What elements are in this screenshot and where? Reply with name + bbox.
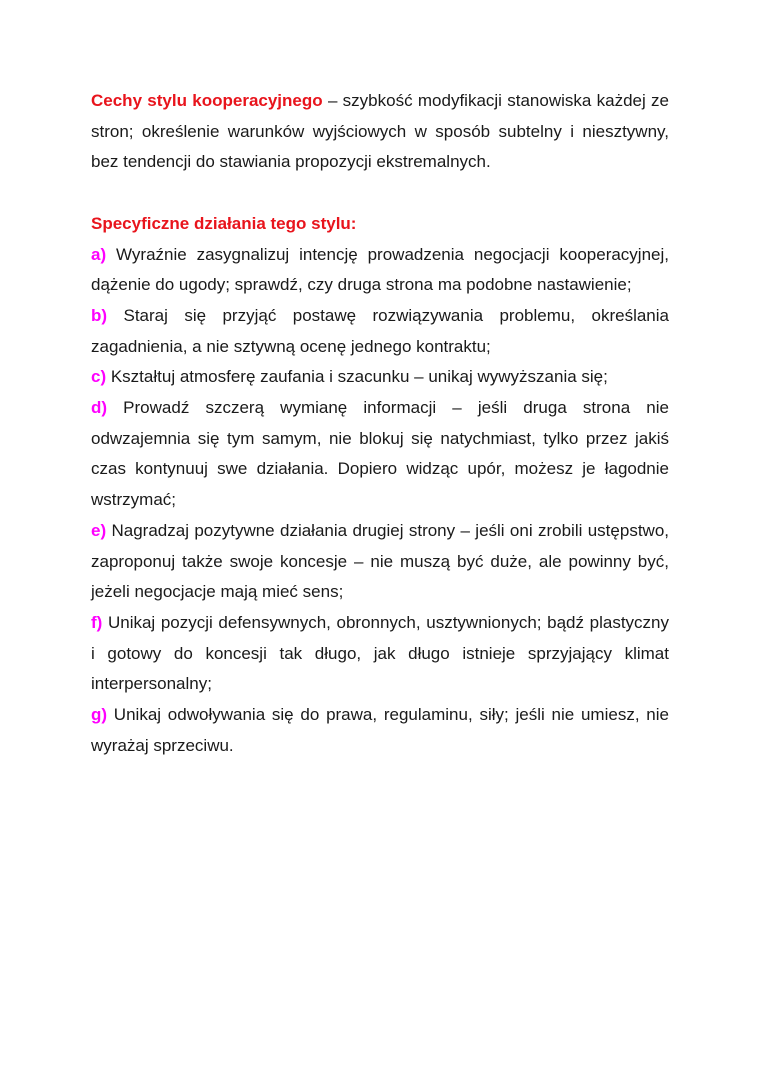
list-item-c bbox=[91, 362, 669, 393]
item-marker: a) bbox=[91, 244, 107, 264]
item-marker: e) bbox=[91, 520, 107, 540]
list-item-g bbox=[91, 700, 669, 761]
list-item-e bbox=[91, 516, 669, 608]
item-marker: b) bbox=[91, 305, 108, 325]
item-marker: d) bbox=[91, 398, 108, 418]
list-item-b bbox=[91, 301, 669, 362]
item-text: Unikaj odwoływania się do prawa, regulaminu, siły; jeśli nie umiesz, nie wyrażaj sprzeciwu. bbox=[91, 705, 669, 755]
intro-paragraph bbox=[91, 86, 669, 178]
section-heading: Specyficzne działania tego stylu: bbox=[91, 213, 357, 233]
item-text: Prowadź szczerą wymianę informacji – jeśli druga strona nie odwzajemnia się tym samym, nie blokuj się natychmiast, tylko przez jakiś czas kontynuuj swe działania. Dopiero widząc upór, możesz je łagodnie wstrzymać; bbox=[91, 398, 669, 510]
item-marker: g) bbox=[91, 705, 108, 725]
list-item-d bbox=[91, 393, 669, 516]
item-text: Unikaj pozycji defensywnych, obronnych, usztywnionych; bądź plastyczny i gotowy do koncesji tak długo, jak długo istnieje sprzyjający klimat interpersonalny; bbox=[91, 612, 669, 694]
intro-title: Cechy stylu kooperacyjnego bbox=[91, 91, 323, 110]
item-text: Wyraźnie zasygnalizuj intencję prowadzenia negocjacji kooperacyjnej, dążenie do ugody; sprawdź, czy druga strona ma podobne nastawienie; bbox=[91, 244, 669, 295]
list-item-f bbox=[91, 608, 669, 700]
item-text: Staraj się przyjąć postawę rozwiązywania problemu, określania zagadnienia, a nie sztywną ocenę jednego kontraktu; bbox=[91, 305, 669, 356]
item-text: Nagradzaj pozytywne działania drugiej strony – jeśli oni zrobili ustępstwo, zaproponuj także swoje koncesje – nie muszą być duże, ale powinny być, jeżeli negocjacje mają mieć sens; bbox=[91, 520, 669, 602]
item-marker: c) bbox=[91, 367, 107, 387]
document-page bbox=[91, 86, 669, 761]
list-item-a bbox=[91, 240, 669, 301]
item-text: Kształtuj atmosferę zaufania i szacunku – unikaj wywyższania się; bbox=[106, 367, 608, 387]
paragraph-spacer bbox=[91, 178, 669, 209]
item-marker: f) bbox=[91, 612, 103, 632]
intro-text: – szybkość modyfikacji stanowiska każdej ze stron; określenie warunków wyjściowych w sposób subtelny i niesztywny, bez tendencji do stawiania propozycji ekstremalnych. bbox=[91, 91, 669, 172]
